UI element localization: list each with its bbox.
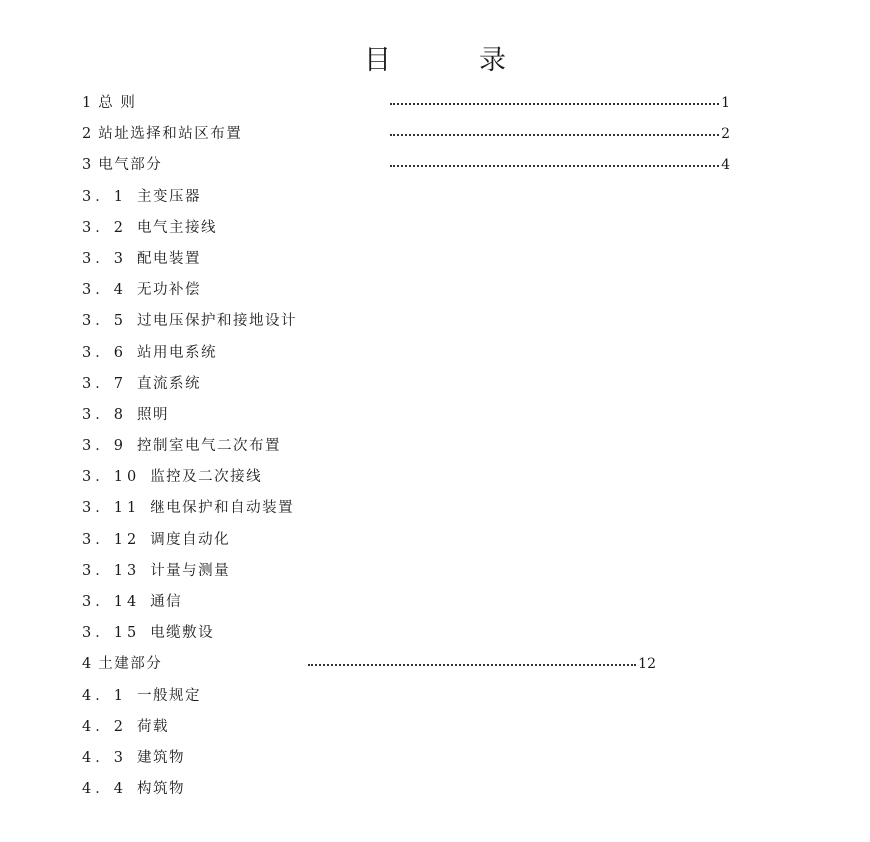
toc-entry[interactable]	[82, 244, 297, 275]
toc-entry-number: 3	[82, 157, 92, 174]
page-title	[0, 38, 870, 77]
toc-entry[interactable]	[82, 525, 297, 556]
toc-entry-number: 3．6	[82, 344, 127, 361]
toc-entry-number: 4．1	[82, 687, 127, 704]
toc-entry[interactable]	[82, 119, 730, 150]
toc-entry-number: 3．10	[82, 469, 141, 486]
toc-entry[interactable]	[82, 649, 656, 680]
toc-entry-number: 4．3	[82, 749, 127, 766]
toc-entry-label: 继电保护和自动装置	[150, 500, 295, 517]
toc-entry-number: 3．14	[82, 594, 141, 610]
toc-entry[interactable]	[82, 400, 297, 431]
toc-entry-label: 主变压器	[136, 188, 201, 205]
toc-entry-number: 3．5	[82, 313, 127, 330]
toc-entry[interactable]	[82, 556, 297, 587]
toc-leader	[390, 119, 730, 150]
toc-entry[interactable]	[82, 431, 297, 462]
toc-entry-number: 3．11	[82, 500, 141, 517]
toc-entry[interactable]	[82, 743, 297, 774]
toc-entry[interactable]	[82, 462, 297, 493]
toc-page-number: 2	[721, 126, 730, 143]
toc-entry-label: 计量与测量	[150, 562, 231, 579]
toc-entry[interactable]	[82, 338, 297, 369]
toc-entry-number: 3．12	[82, 531, 141, 548]
toc-leader-dots	[308, 664, 636, 666]
toc-entry-number: 4．4	[82, 781, 127, 798]
toc-entry[interactable]	[82, 306, 297, 337]
toc-entry-number: 3．9	[82, 438, 127, 455]
toc-entry[interactable]	[82, 369, 297, 400]
toc-entry-label: 总 则	[98, 95, 137, 111]
toc-page-number: 1	[721, 95, 730, 111]
toc-entry[interactable]	[82, 774, 297, 805]
toc-entry-label: 土建部分	[98, 656, 163, 673]
toc-entry-number: 2	[82, 126, 92, 143]
toc-page-number: 4	[721, 157, 730, 174]
toc-entry-number: 3．8	[82, 406, 127, 423]
toc-entry-label: 电缆敷设	[150, 625, 215, 642]
toc-entry-number: 4．2	[82, 718, 127, 735]
toc-entry-label: 电气部分	[98, 157, 163, 174]
toc-entry-number: 3．2	[82, 219, 127, 236]
toc-leader-dots	[390, 103, 719, 105]
toc-entry-label: 调度自动化	[150, 531, 231, 548]
toc-entry[interactable]	[82, 182, 297, 213]
toc-entry-label: 一般规定	[136, 687, 201, 704]
toc-entry[interactable]	[82, 213, 297, 244]
toc-entry-number: 3．1	[82, 188, 127, 205]
toc-leader	[390, 88, 730, 119]
toc-leader-dots	[390, 165, 719, 167]
toc-entry-label: 控制室电气二次布置	[136, 438, 281, 455]
title-char-1: 目	[364, 45, 391, 76]
toc-entry[interactable]	[82, 587, 297, 618]
toc-entry[interactable]	[82, 150, 730, 181]
toc-entry-label: 配电装置	[136, 250, 201, 267]
toc-entry[interactable]	[82, 88, 730, 119]
toc-entry-label: 电气主接线	[136, 219, 217, 236]
toc-entry-label: 通信	[150, 594, 183, 610]
toc-leader	[308, 649, 656, 680]
toc-entry-label: 直流系统	[136, 375, 201, 392]
toc-entry-label: 建筑物	[136, 749, 185, 766]
toc-entry[interactable]	[82, 493, 297, 524]
toc-leader-dots	[390, 134, 719, 136]
toc-entry-label: 站址选择和站区布置	[98, 126, 243, 143]
table-of-contents	[82, 88, 730, 805]
toc-entry-label: 无功补偿	[136, 282, 201, 299]
toc-entry-label: 过电压保护和接地设计	[136, 313, 297, 330]
toc-entry-number: 3．15	[82, 625, 141, 642]
toc-entry-label: 站用电系统	[136, 344, 217, 361]
toc-entry-label: 照明	[136, 406, 169, 423]
toc-entry-number: 3．13	[82, 562, 141, 579]
toc-entry-label: 监控及二次接线	[150, 469, 263, 486]
toc-leader	[390, 150, 730, 181]
toc-entry-number: 3．3	[82, 250, 127, 267]
toc-entry[interactable]	[82, 618, 297, 649]
toc-entry-number: 3．4	[82, 282, 127, 299]
toc-entry-number: 3．7	[82, 375, 127, 392]
toc-entry-label: 构筑物	[136, 781, 185, 798]
title-char-2: 录	[479, 45, 506, 76]
toc-entry-number: 1	[82, 95, 92, 111]
toc-entry[interactable]	[82, 681, 297, 712]
toc-entry[interactable]	[82, 712, 297, 743]
toc-entry[interactable]	[82, 275, 297, 306]
toc-page-number: 12	[638, 656, 656, 673]
toc-entry-number: 4	[82, 656, 92, 673]
toc-entry-label: 荷载	[136, 718, 169, 735]
